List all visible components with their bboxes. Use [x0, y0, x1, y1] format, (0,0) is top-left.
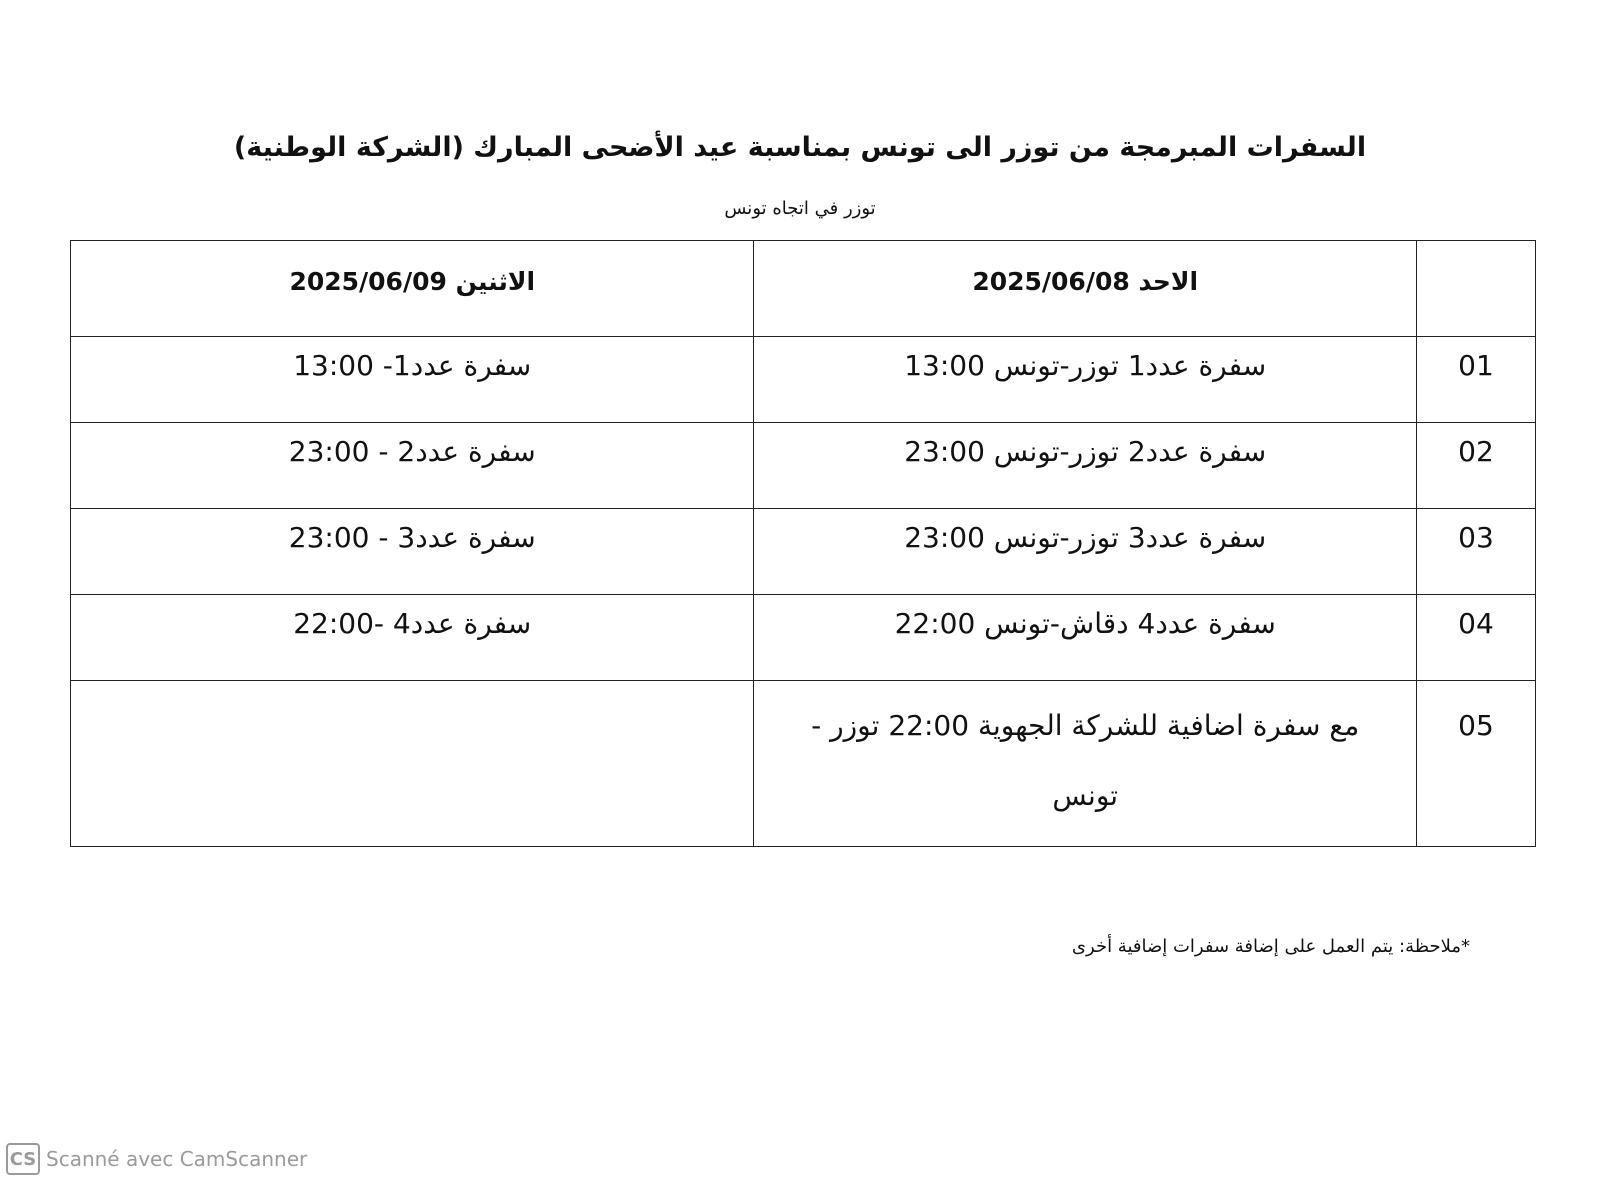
day1-trip: سفرة عدد3 توزر-تونس 23:00 — [754, 509, 1416, 595]
table-row — [71, 337, 1536, 423]
camscanner-watermark — [6, 1143, 307, 1175]
header-day1: الاحد 2025/06/08 — [754, 241, 1416, 337]
day2-trip: سفرة عدد4 -22:00 — [71, 595, 754, 681]
day2-trip: سفرة عدد1- 13:00 — [71, 337, 754, 423]
row-number: 04 — [1416, 595, 1535, 681]
day2-trip: سفرة عدد3 - 23:00 — [71, 509, 754, 595]
table-row — [71, 509, 1536, 595]
row-number: 03 — [1416, 509, 1535, 595]
camscanner-logo-icon: CS — [6, 1143, 40, 1175]
note: *ملاحظة: يتم العمل على إضافة سفرات إضافية أخرى — [1071, 936, 1470, 957]
table-row — [71, 423, 1536, 509]
day1-trip: سفرة عدد1 توزر-تونس 13:00 — [754, 337, 1416, 423]
header-number — [1416, 241, 1535, 337]
day1-trip: سفرة عدد4 دقاش-تونس 22:00 — [754, 595, 1416, 681]
row-number: 02 — [1416, 423, 1535, 509]
watermark-text: Scanné avec CamScanner — [46, 1147, 308, 1171]
page-subtitle: توزر في اتجاه تونس — [724, 198, 876, 219]
day1-extra-trip — [754, 681, 1416, 847]
table-row — [71, 595, 1536, 681]
extra-trip-line1: مع سفرة اضافية للشركة الجهوية 22:00 توزر - — [811, 709, 1360, 742]
day1-trip: سفرة عدد2 توزر-تونس 23:00 — [754, 423, 1416, 509]
day2-trip — [71, 681, 754, 847]
row-number: 01 — [1416, 337, 1535, 423]
table-header-row — [71, 241, 1536, 337]
page-title: السفرات المبرمجة من توزر الى تونس بمناسبة عيد الأضحى المبارك (الشركة الوطنية) — [233, 132, 1367, 163]
extra-trip-line2: تونس — [1052, 779, 1119, 812]
table-row — [71, 681, 1536, 847]
row-number: 05 — [1416, 681, 1535, 847]
schedule-table — [70, 240, 1536, 847]
day2-trip: سفرة عدد2 - 23:00 — [71, 423, 754, 509]
header-day2: الاثنين 2025/06/09 — [71, 241, 754, 337]
